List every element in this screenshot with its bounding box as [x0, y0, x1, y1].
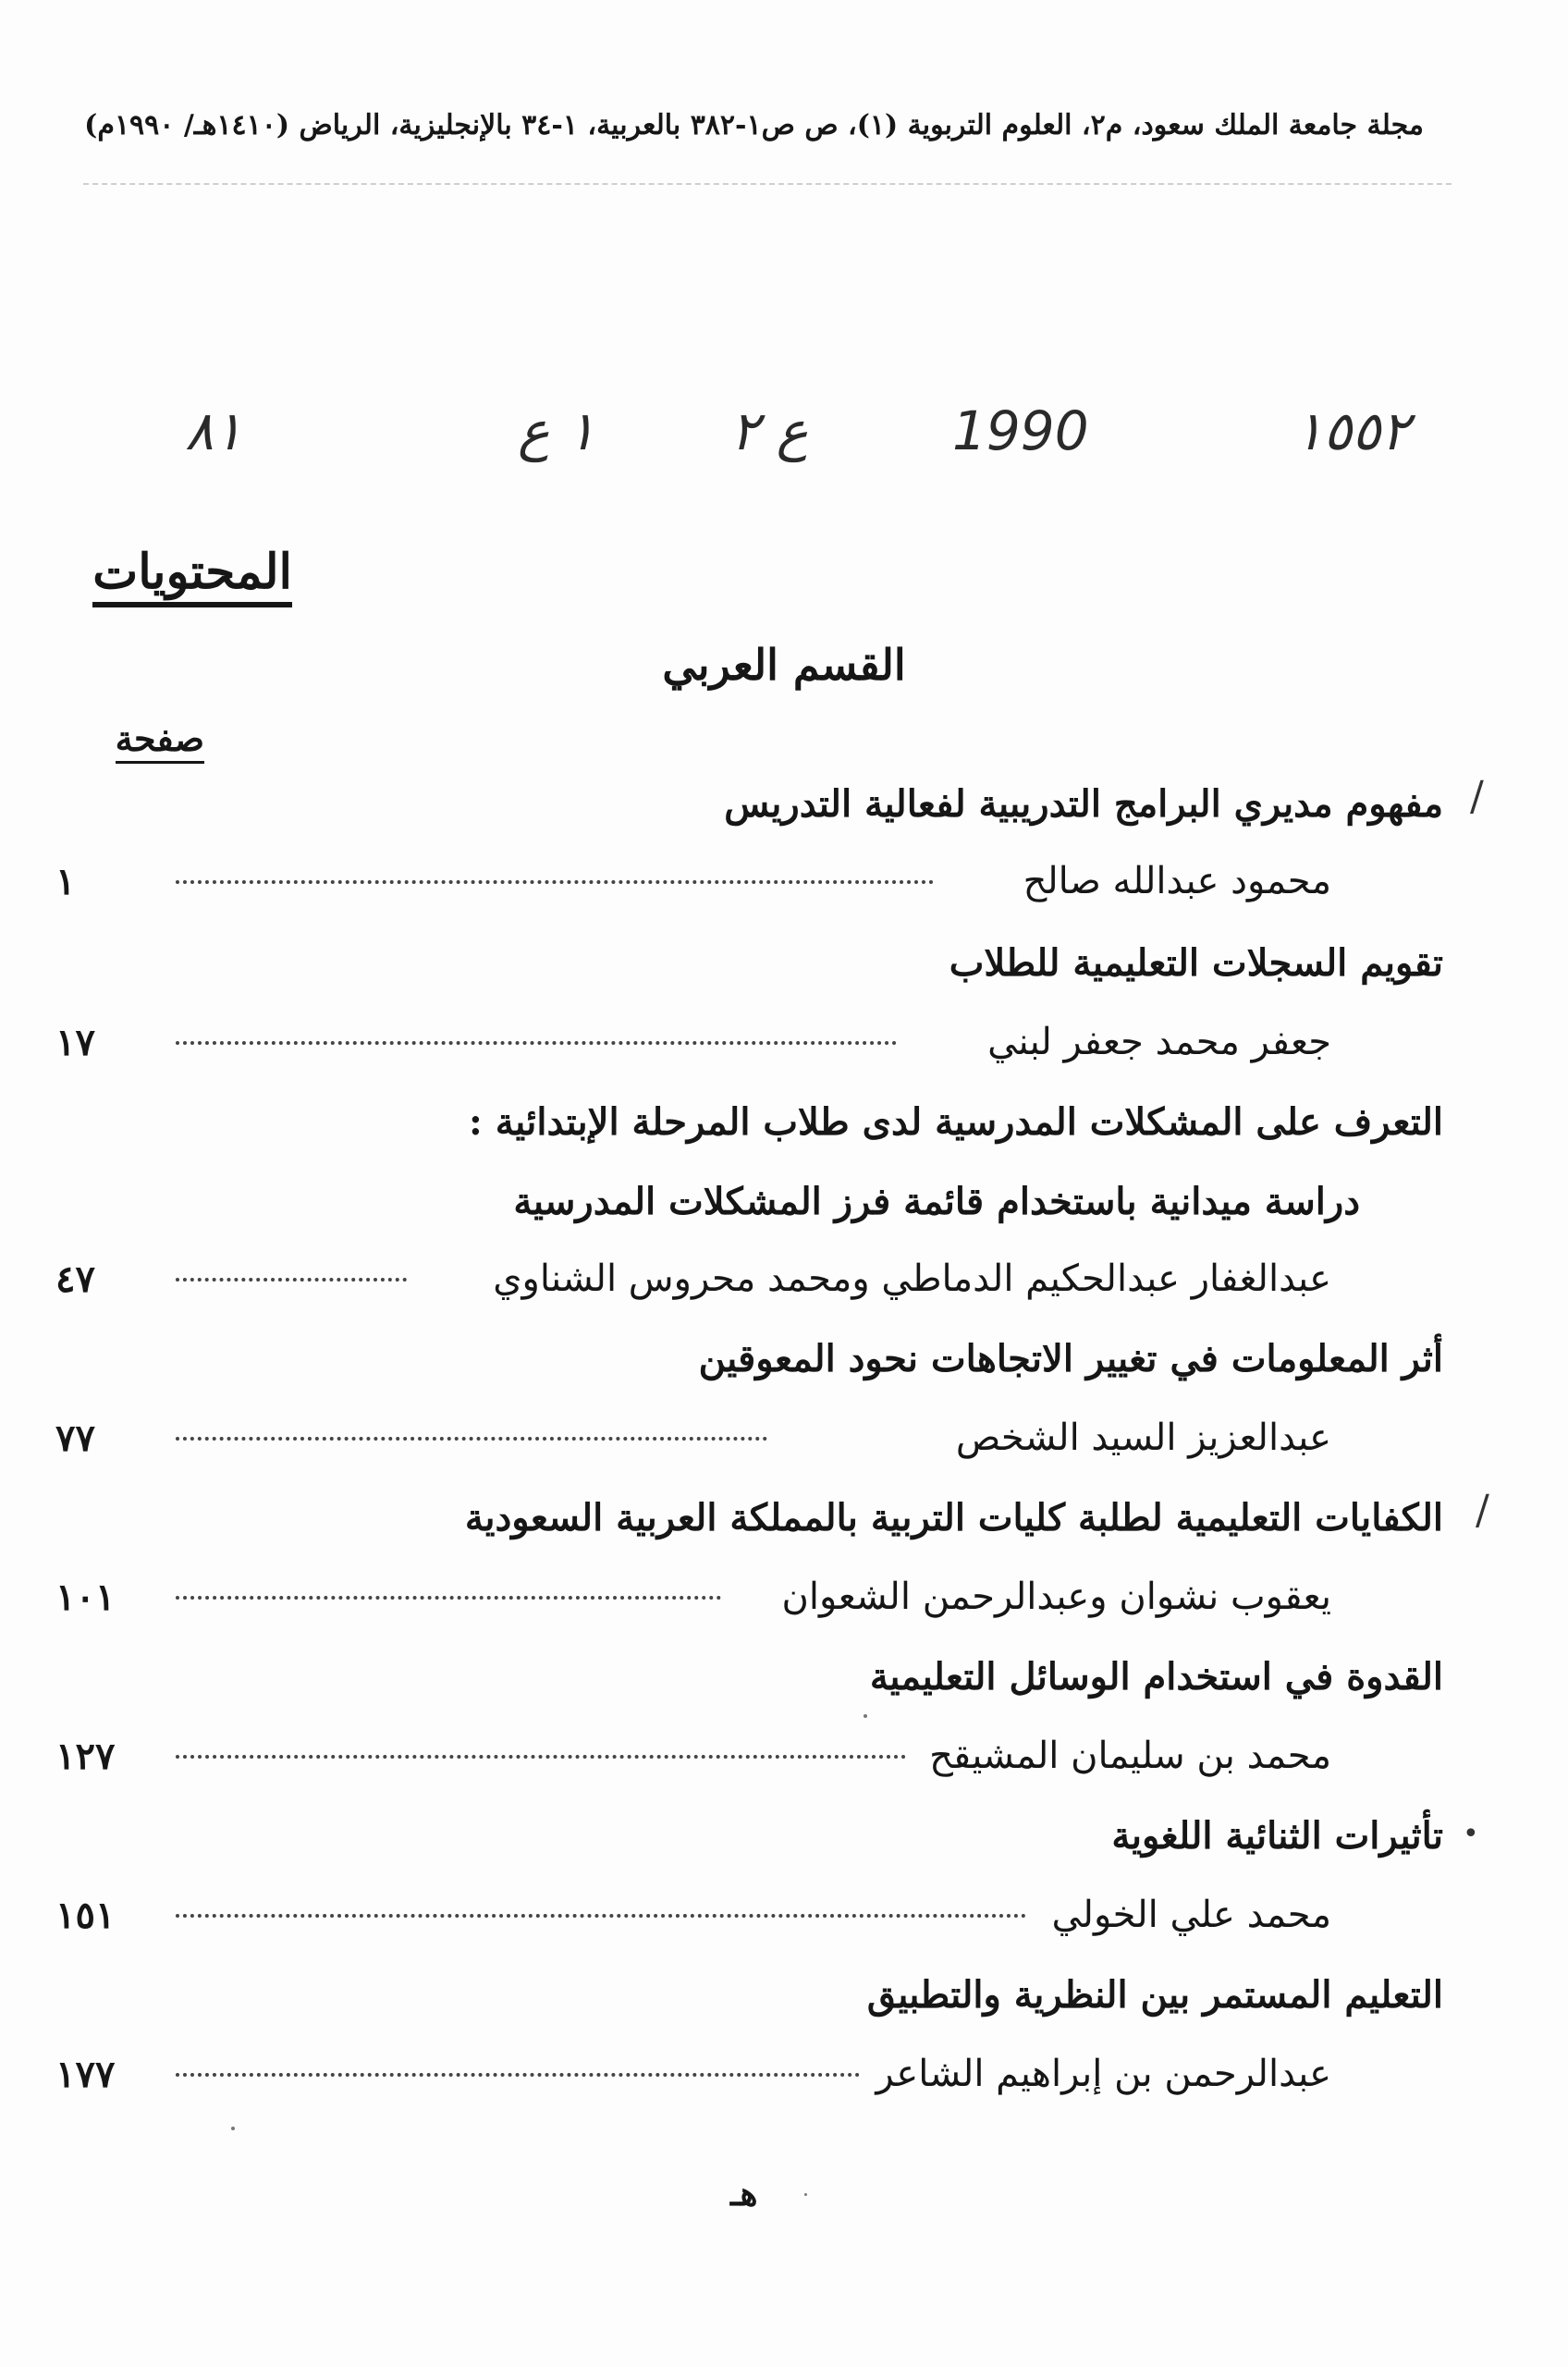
entry-author-row: [55, 1576, 1331, 1650]
entry-author-row: [55, 1417, 1331, 1490]
dot-leader: [176, 1437, 767, 1446]
entry-title: الكفايات التعليمية لطلبة كليات التربية بالمملكة العربية السعودية: [464, 1496, 1443, 1539]
entry-author-row: [55, 2053, 1331, 2127]
entry-subtitle: دراسة ميدانية باستخدام قائمة فرز المشكلات المدرسية: [513, 1180, 1360, 1223]
dot-leader: [176, 1596, 721, 1605]
margin-tick-mark: /: [1476, 1487, 1489, 1534]
handwritten-note-3: ع ٢: [730, 399, 809, 462]
entry-author: عبدالغفار عبدالحكيم الدماطي ومحمد محروس الشناوي: [493, 1257, 1331, 1300]
entry-page-number: ١٥١: [55, 1894, 116, 1937]
entry-page-number: ١: [55, 860, 76, 903]
entry-title: التعرف على المشكلات المدرسية لدى طلاب المرحلة الإبتدائية :: [469, 1100, 1443, 1144]
entry-author: عبدالرحمن بن إبراهيم الشاعر: [876, 2053, 1331, 2095]
entry-author-row: [55, 860, 1331, 934]
journal-citation: مجلة جامعة الملك سعود، م٢، العلوم التربوية (١)، ص ص١-٣٨٢ بالعربية، ١-٣٤ بالإنجليزية، الرياض (١٤١٠هـ/ ١٩٩٠م): [84, 109, 1424, 141]
entry-author-row: [55, 1735, 1331, 1809]
ink-speck: [804, 2193, 807, 2196]
entry-page-number: ١٢٧: [55, 1735, 116, 1778]
entry-author-row: [55, 1257, 1331, 1331]
entry-title: القدوة في استخدام الوسائل التعليمية: [869, 1655, 1443, 1699]
ink-speck: [864, 1714, 867, 1718]
entry-title: تقويم السجلات التعليمية للطلاب: [949, 941, 1443, 985]
margin-dot-mark: •: [1463, 1818, 1479, 1850]
page-column-label: صفحة: [116, 717, 204, 764]
dot-leader: [176, 1755, 906, 1764]
section-title: القسم العربي: [662, 640, 906, 690]
entry-title: تأثيرات الثنائية اللغوية: [1111, 1814, 1443, 1858]
entry-author-row: [55, 1894, 1331, 1968]
handwritten-note-4: ١ ع: [518, 399, 596, 462]
header-divider: [83, 183, 1452, 185]
entry-title: مفهوم مديري البرامج التدريبية لفعالية التدريس: [724, 782, 1443, 826]
entry-page-number: ١٧: [55, 1021, 95, 1064]
entry-page-number: ٤٧: [55, 1257, 95, 1301]
handwritten-note-2: 1990: [952, 399, 1089, 462]
entry-author: عبدالعزيز السيد الشخص: [955, 1417, 1331, 1459]
dot-leader: [176, 1278, 407, 1287]
margin-tick-mark: /: [1470, 773, 1484, 820]
ink-speck: [231, 2127, 235, 2130]
dot-leader: [176, 1914, 1026, 1923]
entry-author: محمد علي الخولي: [1051, 1894, 1331, 1936]
handwritten-note-5: ٨١: [185, 399, 243, 462]
contents-heading: المحتويات: [92, 544, 292, 607]
dot-leader: [176, 2073, 860, 2082]
footer-page-letter: هـ: [730, 2175, 758, 2214]
entry-page-number: ١٠١: [55, 1576, 116, 1619]
entry-title: التعليم المستمر بين النظرية والتطبيق: [866, 1973, 1443, 2017]
entry-author: يعقوب نشوان وعبدالرحمن الشعوان: [781, 1576, 1331, 1618]
entry-author-row: [55, 1021, 1331, 1095]
dot-leader: [176, 1041, 897, 1050]
entry-author: محمود عبدالله صالح: [1023, 860, 1331, 902]
entry-page-number: ١٧٧: [55, 2053, 116, 2096]
handwritten-note-1: ١٥٥٢: [1294, 399, 1410, 462]
entry-author: جعفر محمد جعفر لبني: [987, 1021, 1331, 1063]
entry-page-number: ٧٧: [55, 1417, 95, 1460]
entry-title: أثر المعلومات في تغيير الاتجاهات نحود المعوقين: [698, 1337, 1443, 1380]
entry-author: محمد بن سليمان المشيقح: [929, 1735, 1331, 1777]
dot-leader: [176, 880, 934, 889]
